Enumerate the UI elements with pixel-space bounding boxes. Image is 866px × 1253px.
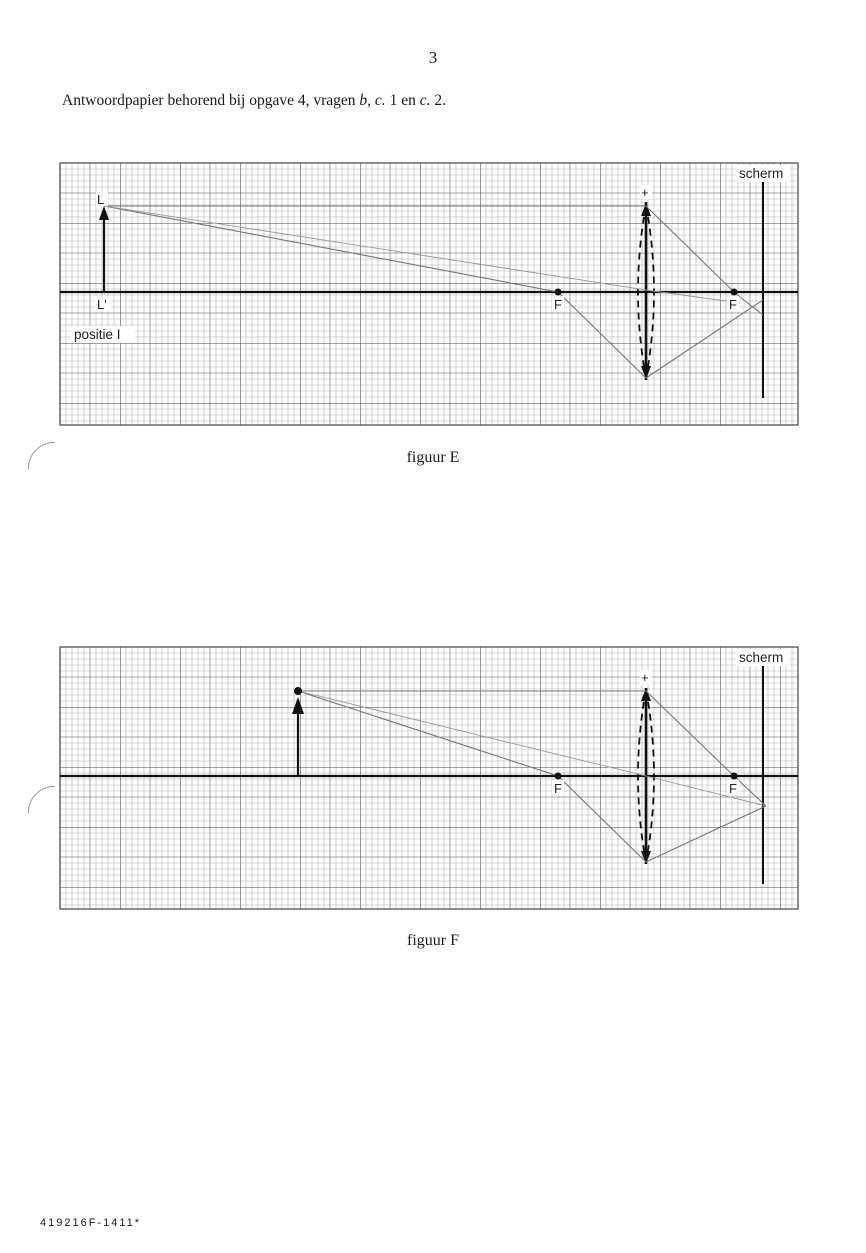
focal-left-label: F (554, 781, 562, 796)
heading-suffix: 2. (430, 92, 446, 109)
page-number: 3 (428, 48, 438, 67)
figure-e (0, 0, 866, 440)
screen-label: scherm (739, 650, 784, 665)
heading-prefix: Antwoordpapier behorend bij opgave 4, vragen (62, 92, 360, 109)
heading-question-c2: c. (419, 92, 431, 109)
figure-f (0, 640, 866, 940)
object-top-label: L (97, 192, 105, 207)
focal-right-label: F (729, 297, 737, 312)
object-bottom-label: L' (97, 297, 107, 312)
position-label: positie I (74, 327, 121, 342)
document-code: 419216F-1411* (40, 1217, 142, 1229)
focal-point-right (731, 289, 738, 296)
lens-plus-label: + (641, 670, 649, 685)
focal-left-label: F (554, 297, 562, 312)
graph-paper (60, 163, 798, 425)
object-top-marker (294, 687, 302, 695)
focal-point-left (555, 773, 562, 780)
focal-point-left (555, 289, 562, 296)
heading-question-b: b, (359, 92, 372, 109)
focal-right-label: F (729, 781, 737, 796)
figure-f-caption: figuur F (407, 932, 459, 949)
screen-label: scherm (739, 166, 784, 181)
heading-mid: 1 en (385, 92, 420, 109)
heading-question-c1: c. (374, 92, 386, 109)
figure-e-caption: figuur E (406, 449, 460, 466)
focal-point-right (731, 773, 738, 780)
punch-hole-mark (28, 442, 55, 469)
lens-plus-label: + (641, 185, 649, 200)
graph-paper (60, 647, 798, 909)
